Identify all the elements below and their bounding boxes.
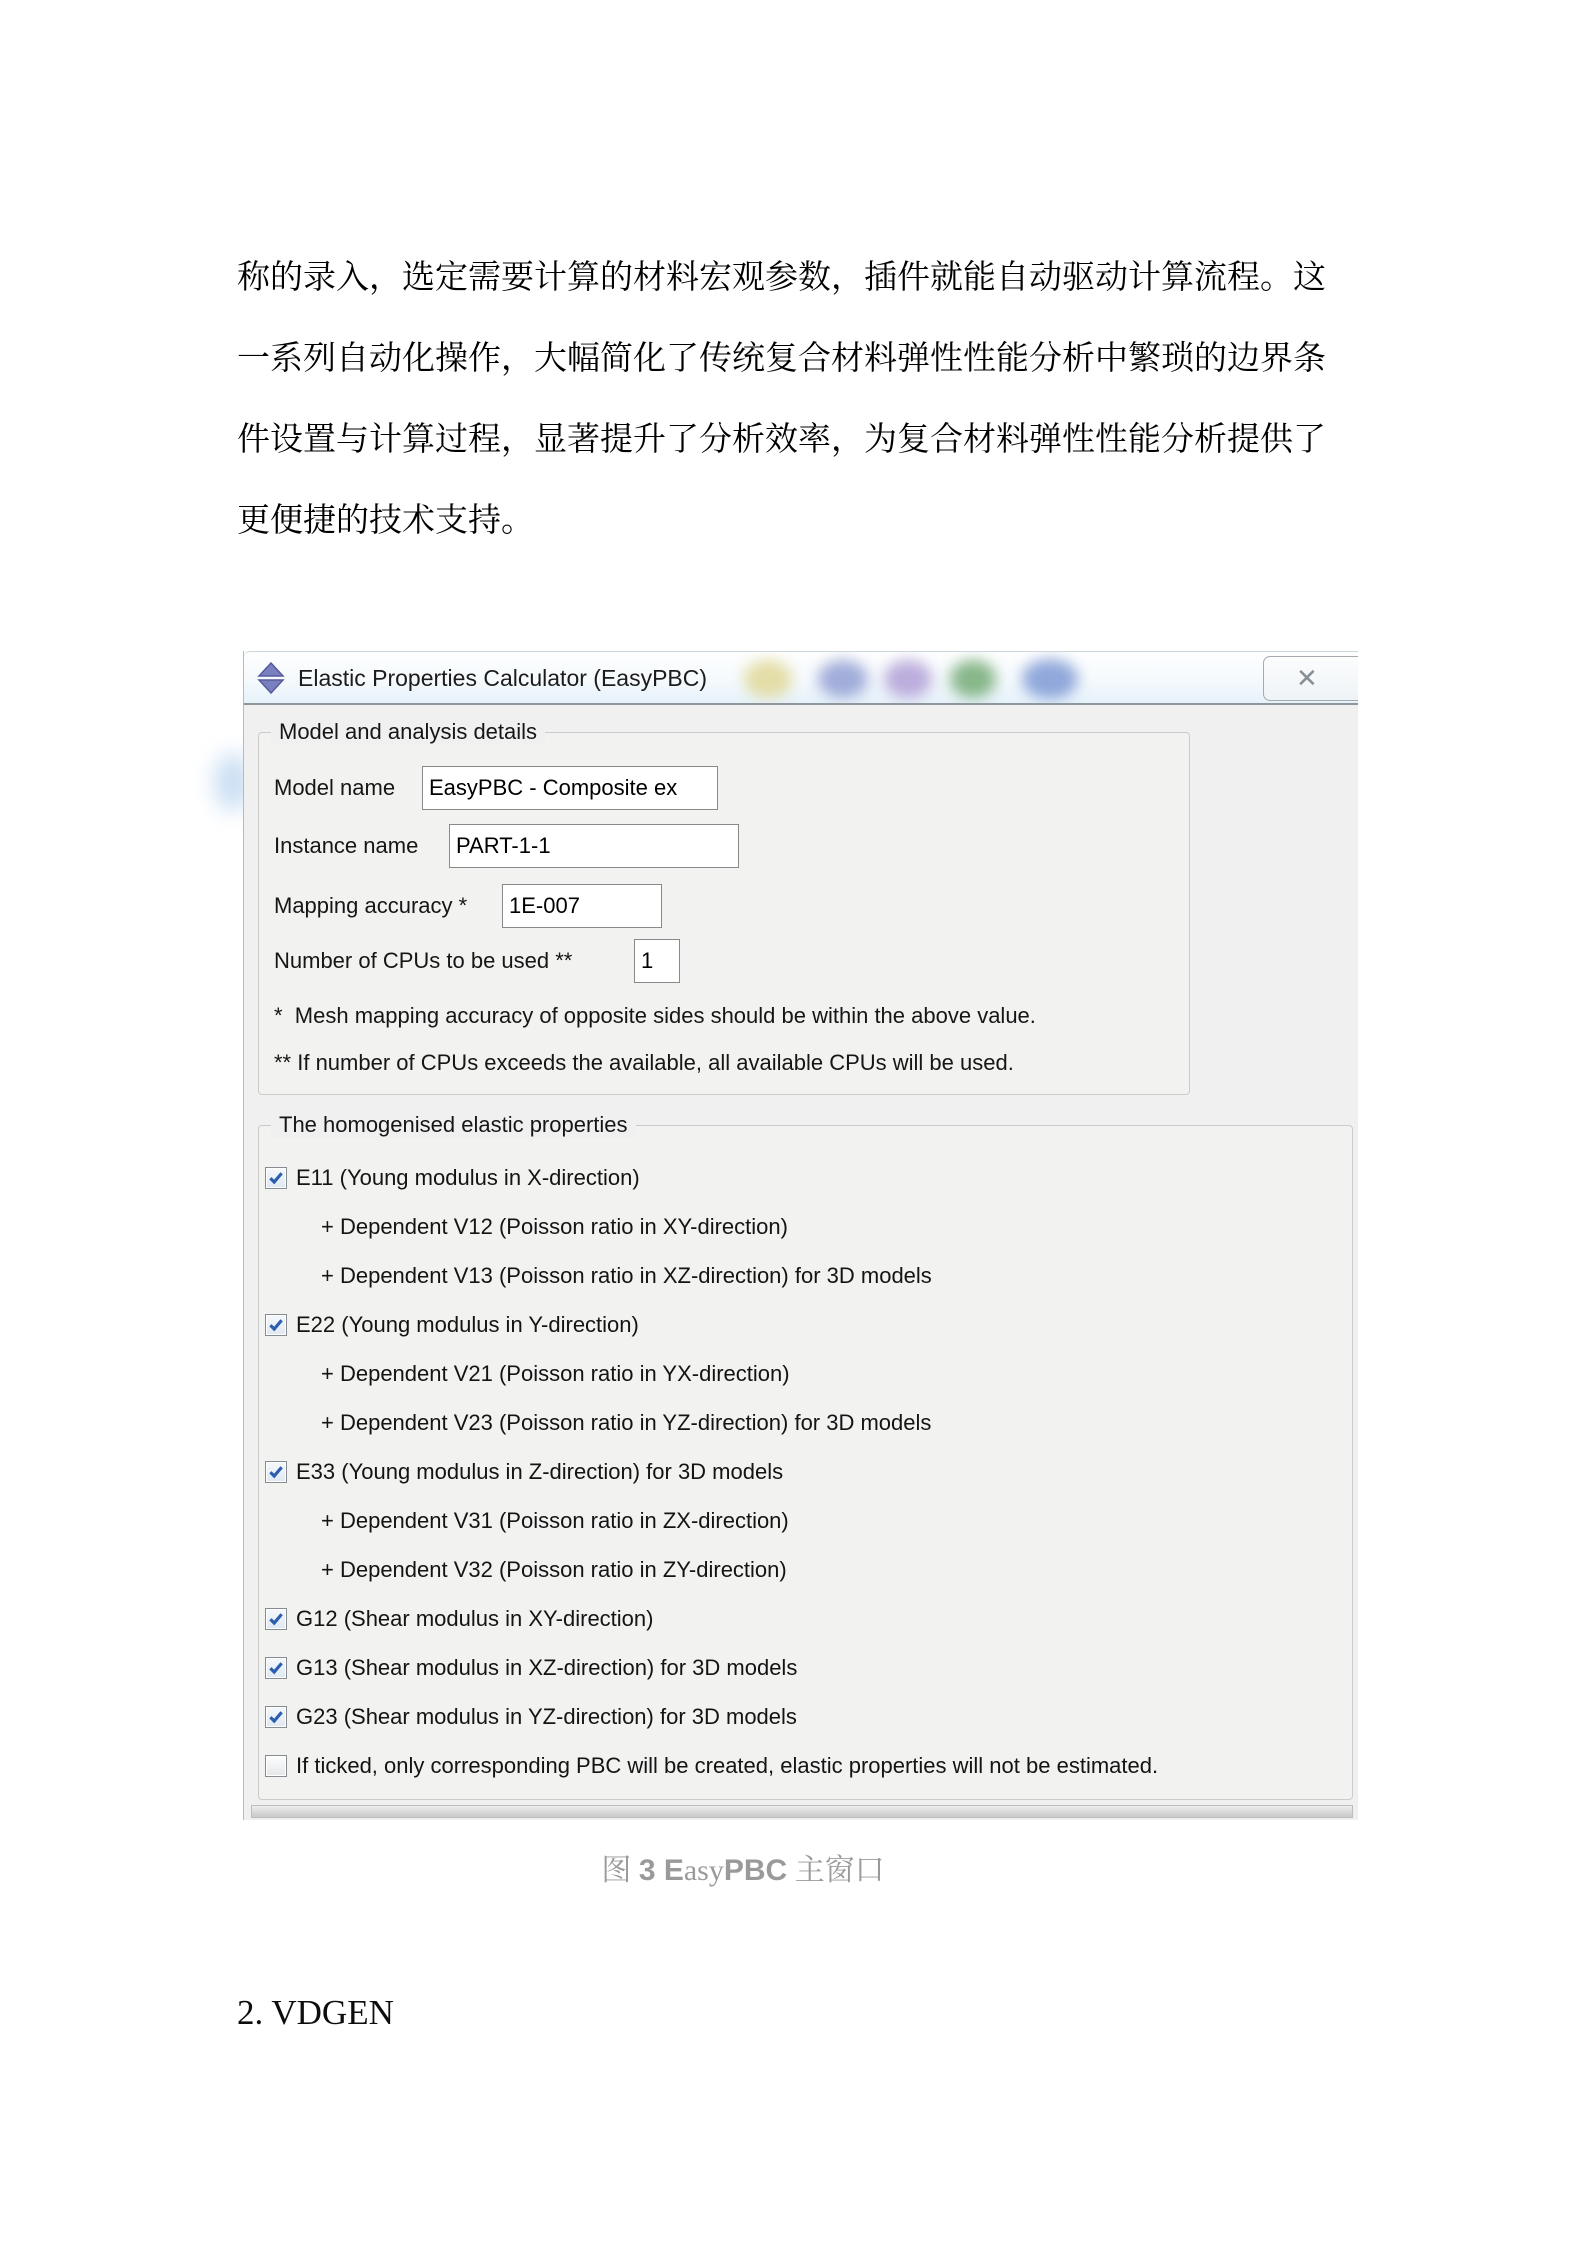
dependent-property-note (321, 1548, 787, 1592)
blurred-icon (884, 660, 932, 698)
caption-text: 图 (601, 1854, 639, 1887)
checkbox[interactable] (265, 1657, 287, 1679)
checkbox[interactable] (265, 1706, 287, 1728)
mapping-accuracy-note: * Mesh mapping accuracy of opposite sides should be within the above value. (274, 1003, 1036, 1028)
figure-caption (180, 1845, 1306, 1889)
checkbox[interactable] (265, 1755, 287, 1777)
abaqus-plugin-icon (254, 661, 288, 695)
checkbox[interactable] (265, 1314, 287, 1336)
paragraph-line: 更便捷的技术支持。 (237, 501, 534, 538)
property-label: + Dependent V12 (Poisson ratio in XY-direction) (321, 1214, 788, 1239)
cpus-field (274, 938, 680, 984)
property-label: E22 (Young modulus in Y-direction) (296, 1312, 639, 1337)
property-row (265, 1597, 653, 1641)
paragraph-line: 件设置与计算过程，显著提升了分析效率，为复合材料弹性性能分析提供了 (237, 420, 1326, 457)
property-label: E33 (Young modulus in Z-direction) for 3D models (296, 1459, 784, 1484)
paragraph-line: 称的录入，选定需要计算的材料宏观参数，插件就能自动驱动计算流程。这 (237, 258, 1326, 295)
caption-text: 3 E (638, 1854, 684, 1887)
property-label: E11 (Young modulus in X-direction) (296, 1165, 640, 1190)
elastic-properties-group (258, 1112, 1353, 1800)
model-name-field (274, 765, 718, 811)
instance-name-input[interactable]: PART-1-1 (449, 824, 739, 868)
blurred-icon (744, 660, 792, 698)
blurred-icon (950, 660, 996, 698)
property-label: + Dependent V31 (Poisson ratio in ZX-direction) (321, 1508, 789, 1533)
blurred-icon (818, 660, 868, 698)
property-label: If ticked, only corresponding PBC will be created, elastic properties will not be estimated. (296, 1753, 1159, 1778)
body-paragraph (237, 236, 1326, 560)
dependent-property-note (321, 1205, 788, 1249)
elastic-properties-group-label: The homogenised elastic properties (271, 1112, 636, 1138)
property-row (265, 1695, 797, 1739)
model-name-input[interactable]: EasyPBC - Composite ex (422, 766, 718, 810)
caption-text: 主窗口 (787, 1854, 885, 1887)
model-details-group-label: Model and analysis details (271, 719, 545, 745)
property-row (265, 1646, 797, 1690)
cpus-note: ** If number of CPUs exceeds the available, all available CPUs will be used. (274, 1050, 1014, 1075)
horizontal-scrollbar[interactable] (251, 1805, 1353, 1818)
property-label: + Dependent V32 (Poisson ratio in ZY-direction) (321, 1557, 787, 1582)
mapping-accuracy-label: Mapping accuracy * (274, 893, 468, 918)
cpus-input[interactable]: 1 (634, 939, 680, 983)
model-details-group (258, 719, 1190, 1095)
mapping-accuracy-input[interactable]: 1E-007 (502, 884, 662, 928)
caption-text: asy (683, 1854, 724, 1887)
dependent-property-note (321, 1401, 931, 1445)
check-icon (267, 1316, 285, 1334)
close-button[interactable] (1263, 656, 1358, 701)
dependent-property-note (321, 1499, 789, 1543)
dependent-property-note (321, 1352, 790, 1396)
model-name-label: Model name (274, 775, 396, 800)
property-label: G12 (Shear modulus in XY-direction) (296, 1606, 654, 1631)
mapping-accuracy-field (274, 883, 662, 929)
paragraph-line: 一系列自动化操作，大幅简化了传统复合材料弹性性能分析中繁琐的边界条 (237, 339, 1326, 376)
property-row (265, 1303, 639, 1347)
checkbox[interactable] (265, 1461, 287, 1483)
instance-name-field (274, 823, 739, 869)
property-label: + Dependent V13 (Poisson ratio in XZ-direction) for 3D models (321, 1263, 932, 1288)
section-heading: 2. VDGEN (237, 1993, 394, 2032)
caption-text: PBC (723, 1854, 788, 1887)
blurred-icon (1022, 659, 1078, 699)
property-label: + Dependent V23 (Poisson ratio in YZ-direction) for 3D models (321, 1410, 932, 1435)
instance-name-label: Instance name (274, 833, 419, 858)
dialog-title: Elastic Properties Calculator (EasyPBC) (298, 665, 708, 691)
checkbox[interactable] (265, 1608, 287, 1630)
checkbox[interactable] (265, 1167, 287, 1189)
cpus-label: Number of CPUs to be used ** (274, 948, 573, 973)
dialog-titlebar[interactable] (244, 651, 1358, 705)
property-label: G13 (Shear modulus in XZ-direction) for 3D models (296, 1655, 798, 1680)
property-row (265, 1744, 1158, 1788)
check-icon (267, 1659, 285, 1677)
close-icon: ✕ (1296, 663, 1318, 693)
dependent-property-note (321, 1254, 932, 1298)
check-icon (267, 1610, 285, 1628)
check-icon (267, 1708, 285, 1726)
check-icon (267, 1169, 285, 1187)
property-label: + Dependent V21 (Poisson ratio in YX-direction) (321, 1361, 790, 1386)
easypbc-dialog (243, 651, 1358, 1820)
dialog-body (244, 705, 1358, 1820)
property-row (265, 1450, 783, 1494)
property-row (265, 1156, 640, 1200)
check-icon (267, 1463, 285, 1481)
property-label: G23 (Shear modulus in YZ-direction) for 3D models (296, 1704, 797, 1729)
